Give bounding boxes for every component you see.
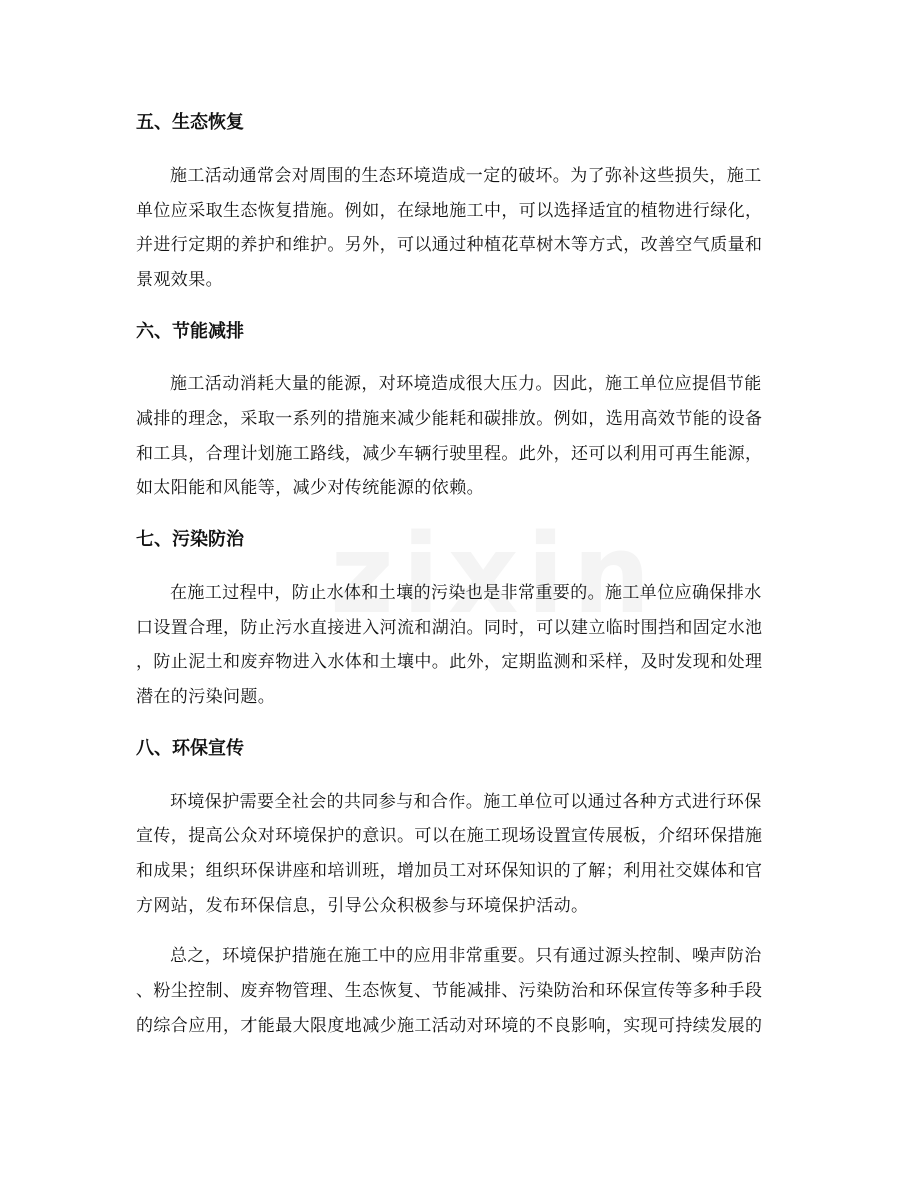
conclusion-line: 总之，环境保护措施在施工中的应用非常重要。只有通过源头控制、噪声防治 [170,946,762,966]
paragraph-line: 环境保护需要全社会的共同参与和合作。施工单位可以通过各种方式进行环保 [170,792,762,812]
paragraph-line: 口设置合理，防止污水直接进入河流和湖泊。同时，可以建立临时围挡和固定水池 [136,618,763,638]
paragraph-line: 景观效果。 [136,270,223,290]
paragraph-line: 单位应采取生态恢复措施。例如，在绿地施工中，可以选择适宜的植物进行绿化， [136,201,763,221]
paragraph-line: 施工活动消耗大量的能源，对环境造成很大压力。因此，施工单位应提倡节能 [170,374,762,394]
paragraph-line: 并进行定期的养护和维护。另外，可以通过种植花草树木等方式，改善空气质量和 [136,235,763,255]
paragraph-line: 如太阳能和风能等，减少对传统能源的依赖。 [136,478,484,498]
conclusion-line: 、粉尘控制、废弃物管理、生态恢复、节能减排、污染防治和环保宣传等多种手段 [136,981,763,1001]
paragraph-line: 在施工过程中，防止水体和土壤的污染也是非常重要的。施工单位应确保排水 [170,583,762,603]
paragraph-line: 和成果；组织环保讲座和培训班，增加员工对环保知识的了解；利用社交媒体和官 [136,861,763,881]
paragraph-line: 方网站，发布环保信息，引导公众积极参与环境保护活动。 [136,896,589,916]
paragraph-line: ，防止泥土和废弃物进入水体和土壤中。此外，定期监测和采样，及时发现和处理 [136,652,763,672]
section-heading-energy-saving: 六、节能减排 [136,321,244,342]
section-heading-environmental-publicity: 八、环保宣传 [136,738,244,759]
conclusion-line: 的综合应用，才能最大限度地减少施工活动对环境的不良影响，实现可持续发展的 [136,1016,763,1036]
paragraph-line: 施工活动通常会对周围的生态环境造成一定的破坏。为了弥补这些损失，施工 [170,166,762,186]
section-heading-ecological-restoration: 五、生态恢复 [136,112,244,133]
section-heading-pollution-control: 七、污染防治 [136,529,244,550]
paragraph-line: 减排的理念，采取一系列的措施来减少能耗和碳排放。例如，选用高效节能的设备 [136,409,763,429]
paragraph-line: 宣传，提高公众对环境保护的意识。可以在施工现场设置宣传展板，介绍环保措施 [136,826,763,846]
paragraph-line: 和工具，合理计划施工路线，减少车辆行驶里程。此外，还可以利用可再生能源， [136,444,763,464]
paragraph-line: 潜在的污染问题。 [136,687,276,707]
